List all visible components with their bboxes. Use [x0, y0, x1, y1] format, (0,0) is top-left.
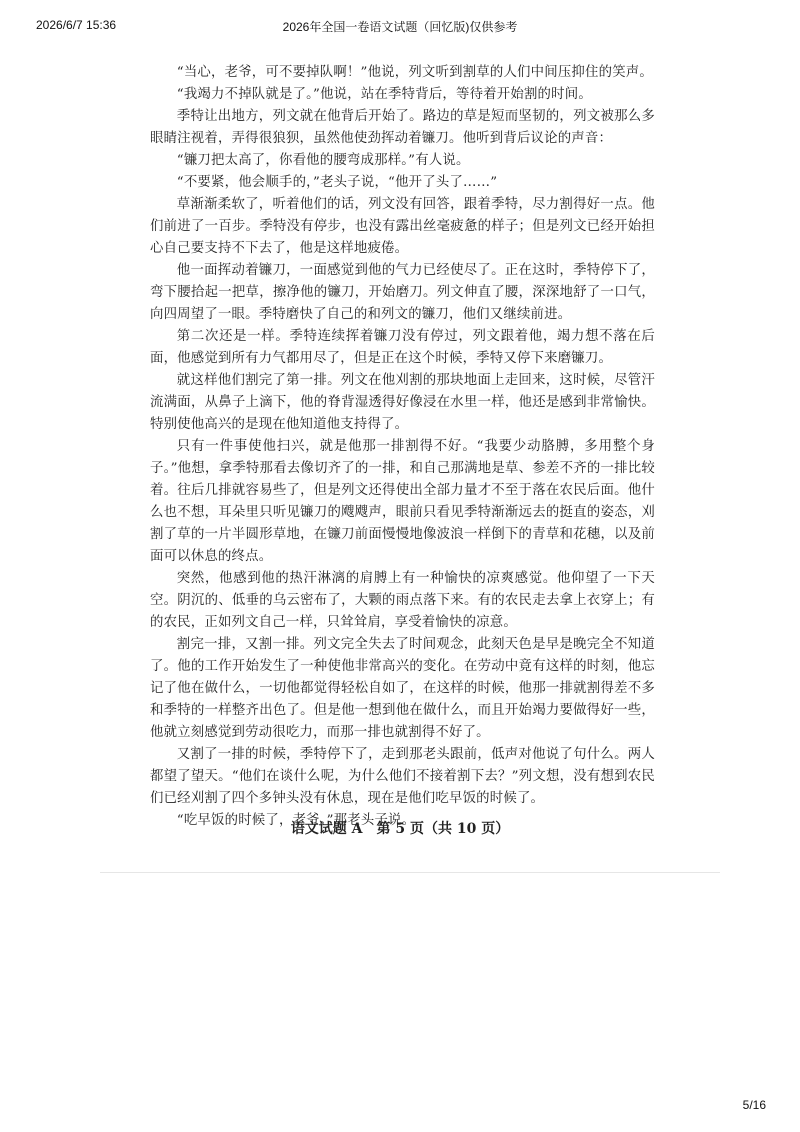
paragraph: “吃早饭的时候了，老爷。”那老头子说。 — [176, 813, 416, 828]
paragraph: 第二次还是一样。季特连续挥着镰刀没有停过，列文跟着他，竭力想不落在后面，他感觉到所有力气都用尽了，但是正在这个时候，季特又停下来磨镰刀。 — [150, 329, 655, 366]
paragraph: 只有一件事使他扫兴，就是他那一排割得不好。“我要少动胳膊，多用整个身子。”他想，拿季特那看去像切齐了的一排，和自己那满地是草、参差不齐的一排比较着。往后几排就容易些了，但是列文还得使出全部力量才不至于落在农民后面。他什么也不想，耳朵里只听见镰刀的飕飕声，眼前只看见季特渐渐远去的挺直的姿态，刈割了草的一片半圆形草地，在镰刀前面慢慢地像波浪一样倒下的青草和花穗，以及前面可以休息的终点。 — [150, 439, 655, 564]
print-timestamp: 2026/6/7 15:36 — [36, 18, 117, 32]
paragraph: 草渐渐柔软了，听着他们的话，列文没有回答，跟着季特，尽力割得好一点。他们前进了一百步。季特没有停步，也没有露出丝毫疲惫的样子；但是列文已经开始担心自己要支持不下去了，他是这样地疲倦。 — [150, 197, 655, 256]
paragraph: 又割了一排的时候，季特停下了，走到那老头跟前，低声对他说了句什么。两人都望了望天。“他们在谈什么呢，为什么他们不接着割下去？”列文想，没有想到农民们已经刈割了四个多钟头没有休息，现在是他们吃早饭的时候了。 — [150, 747, 655, 806]
scan-edge-divider — [100, 872, 720, 873]
paragraph: 割完一排，又割一排。列文完全失去了时间观念，此刻天色是早是晚完全不知道了。他的工作开始发生了一种使他非常高兴的变化。在劳动中竟有这样的时刻，他忘记了他在做什么，一切他都觉得轻松自如了，在这样的时候，他那一排就割得差不多和季特的一样整齐出色了。但是他一想到他在做什么，而且开始竭力要做得好一些，他就立刻感觉到劳动很吃力，而那一排也就割得不好了。 — [150, 637, 655, 740]
exam-page-footer: 语文试题 A 第 5 页（共 10 页） — [290, 821, 510, 837]
paragraph: 就这样他们割完了第一排。列文在他刈割的那块地面上走回来，这时候，尽管汗流满面，从鼻子上滴下，他的脊背湿透得好像浸在水里一样，他还是感到非常愉快。特别使他高兴的是现在他知道他支持得了。 — [150, 373, 655, 432]
scanned-exam-page — [150, 62, 655, 882]
page-indicator: 5/16 — [742, 1098, 766, 1112]
paragraph: “镰刀把太高了，你看他的腰弯成那样。”有人说。 — [176, 153, 470, 168]
paragraph: 季特让出地方，列文就在他背后开始了。路边的草是短而坚韧的，列文被那么多眼睛注视着，弄得很狼狈，虽然他使劲挥动着镰刀。他听到背后议论的声音： — [150, 109, 655, 146]
paragraph: “不要紧，他会顺手的，”老头子说，“他开了头了……” — [176, 175, 498, 190]
paragraph: 突然，他感到他的热汗淋漓的肩膊上有一种愉快的凉爽感觉。他仰望了一下天空。阴沉的、低垂的乌云密布了，大颗的雨点落下来。有的农民走去拿上衣穿上；有的农民，正如列文自己一样，只耸耸肩，享受着愉快的凉意。 — [150, 571, 655, 630]
document-title: 2026年全国一卷语文试题（回忆版)仅供参考 — [282, 20, 518, 34]
paragraph: 他一面挥动着镰刀，一面感觉到他的气力已经使尽了。正在这时，季特停下了，弯下腰拾起一把草，擦净他的镰刀，开始磨刀。列文伸直了腰，深深地舒了一口气，向四周望了一眼。季特磨快了自己的和列文的镰刀，他们又继续前进。 — [150, 263, 655, 322]
paragraph: “我竭力不掉队就是了。”他说，站在季特背后，等待着开始割的时间。 — [176, 87, 592, 102]
print-header — [0, 18, 800, 38]
paragraph: “当心，老爷，可不要掉队啊！”他说，列文听到割草的人们中间压抑住的笑声。 — [176, 65, 653, 80]
